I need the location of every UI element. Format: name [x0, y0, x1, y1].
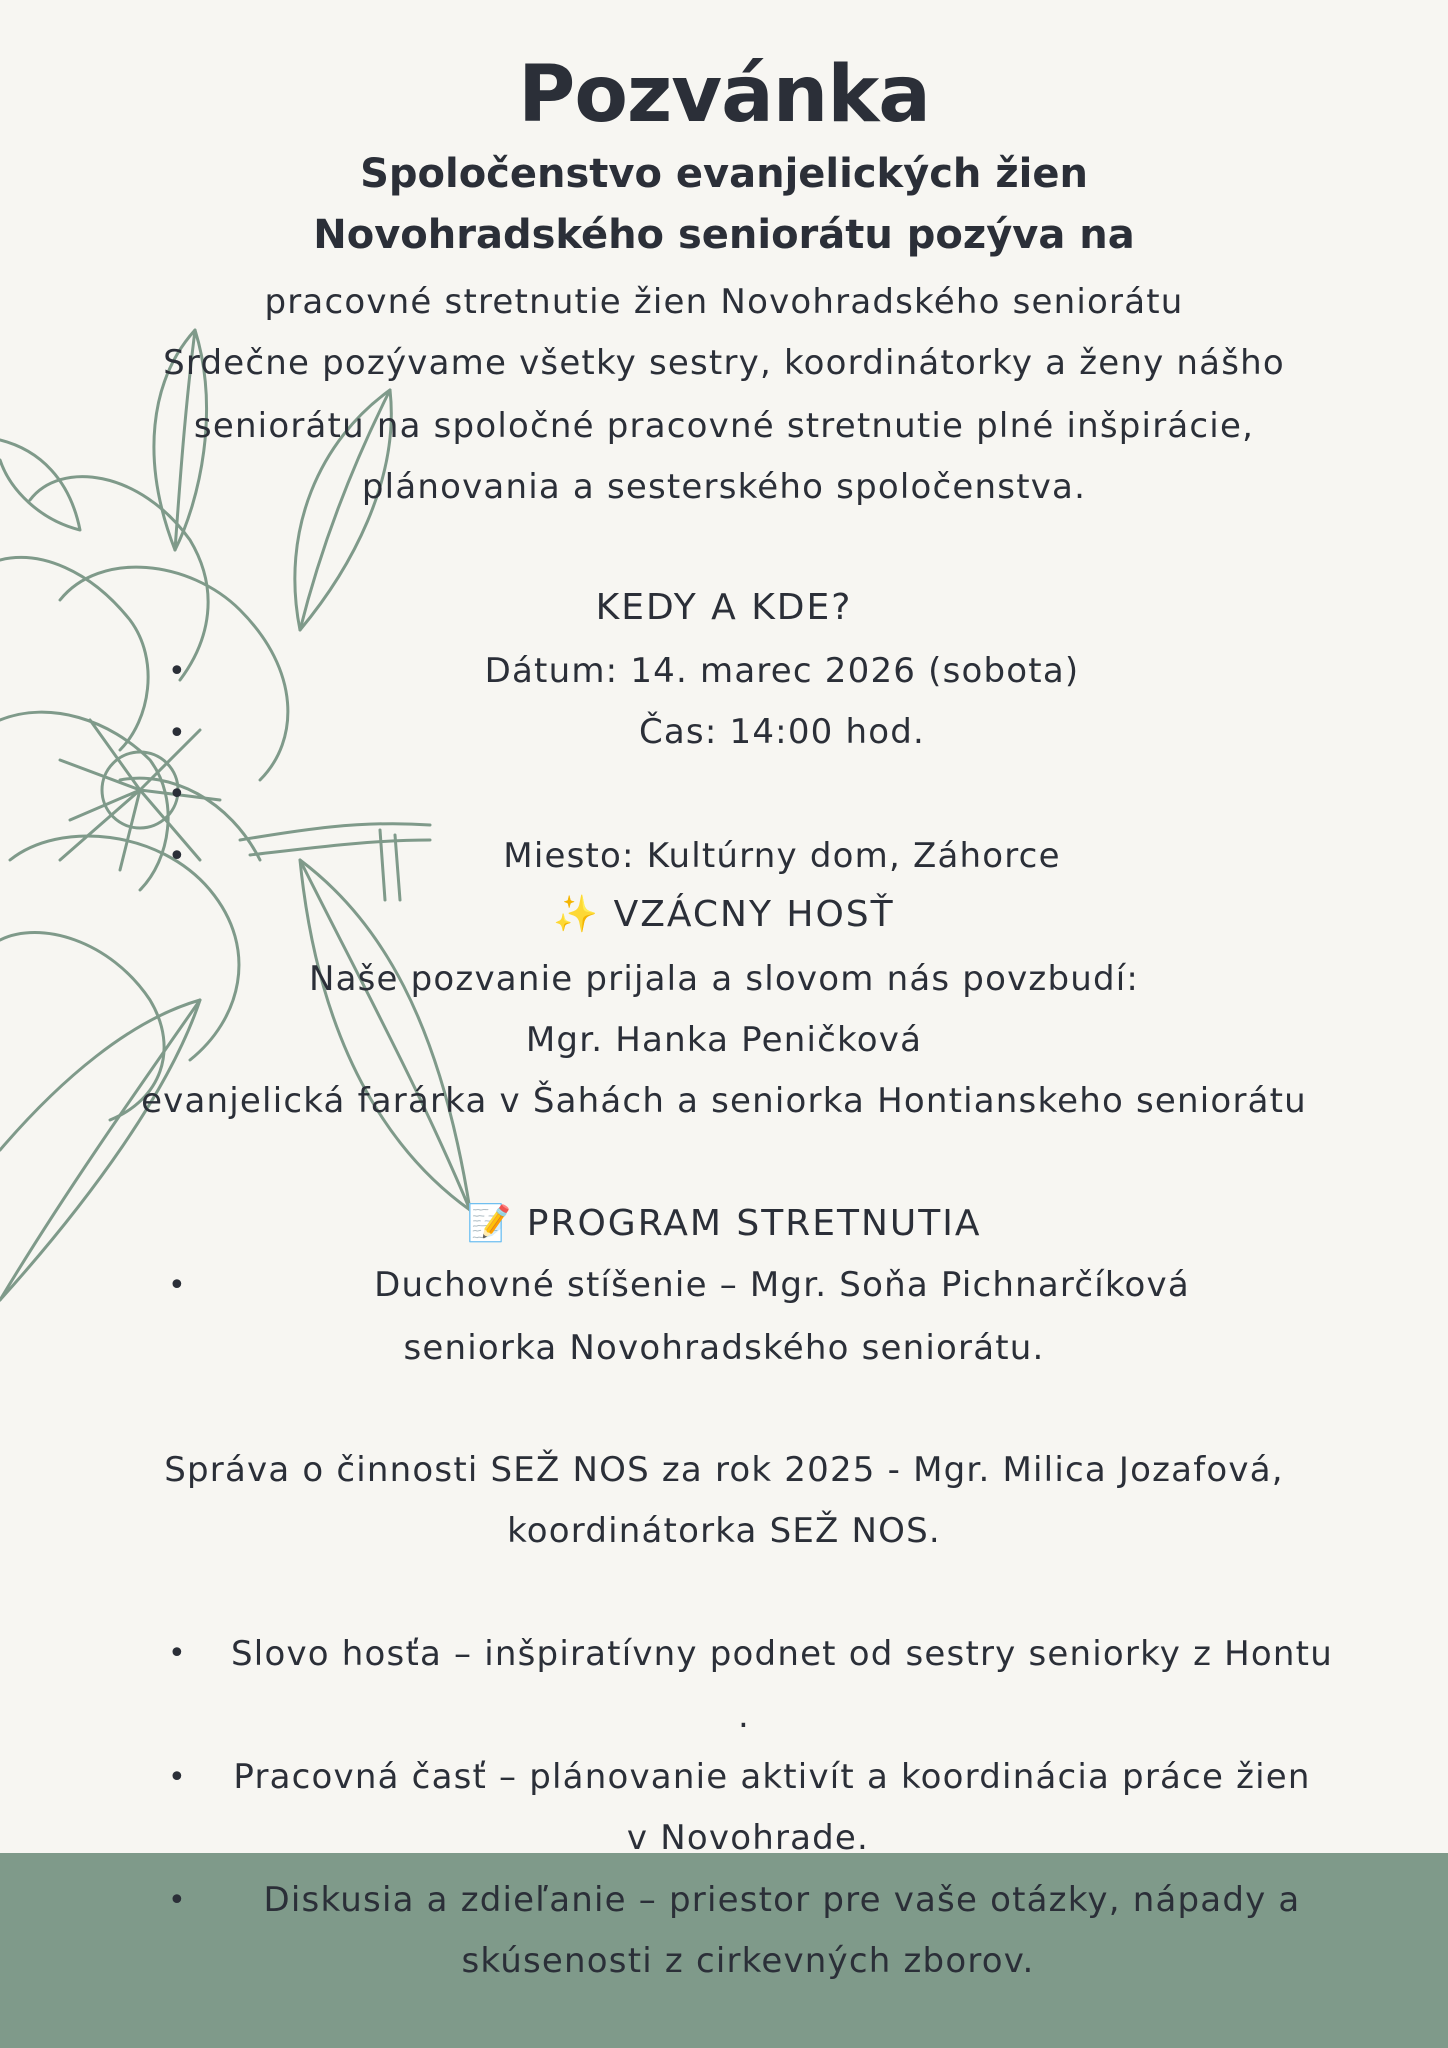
- guest-role: evanjelická farárka v Šahách a seniorka Hontianskeho seniorátu: [141, 1081, 1307, 1121]
- guest-name: Mgr. Hanka Peničková: [525, 1020, 923, 1060]
- program-item-4-line-2: v Novohrade.: [626, 1818, 870, 1858]
- bullet-marker: [168, 664, 184, 680]
- event-place: Miesto: Kultúrny dom, Záhorce: [503, 836, 1061, 876]
- program-item-4-line-1: Pracovná časť – plánovanie aktivít a koordinácia práce žien: [233, 1757, 1311, 1797]
- program-item-5-line-1: Diskusia a zdieľanie – priestor pre vaše otázky, nápady a: [263, 1880, 1301, 1920]
- page-title: Pozvánka: [518, 50, 930, 140]
- guest-intro: Naše pozvanie prijala a slovom nás povzbudí:: [308, 959, 1140, 999]
- program-heading: 📝 PROGRAM STRETNUTIA: [466, 1203, 982, 1244]
- bullet-marker: [168, 787, 184, 803]
- when-where-heading: KEDY A KDE?: [595, 587, 853, 628]
- program-report-line-2: koordinátorka SEŽ NOS.: [507, 1511, 941, 1551]
- event-time: Čas: 14:00 hod.: [638, 712, 926, 752]
- magnolia-flower-illustration: [0, 300, 500, 1320]
- program-item-3-line-2: .: [737, 1696, 750, 1736]
- bullet-marker: [168, 726, 184, 742]
- program-item-5-line-2: skúsenosti z cirkevných zborov.: [461, 1941, 1035, 1981]
- intro-line-1: pracovné stretnutie žien Novohradského seniorátu: [264, 282, 1184, 322]
- bullet-marker: [168, 849, 184, 865]
- guest-heading: ✨ VZÁCNY HOSŤ: [553, 894, 895, 935]
- program-item-1-line-2: seniorka Novohradského seniorátu.: [403, 1328, 1045, 1368]
- program-item-3-line-1: Slovo hosťa – inšpiratívny podnet od sestry seniorky z Hontu: [231, 1634, 1333, 1674]
- subtitle-line-2: Novohradského seniorátu pozýva na: [313, 212, 1135, 258]
- program-report-line-1: Správa o činnosti SEŽ NOS za rok 2025 - Mgr. Milica Jozafová,: [164, 1450, 1284, 1490]
- intro-line-4: plánovania a sesterského spoločenstva.: [361, 467, 1087, 507]
- intro-line-3: seniorátu na spoločné pracovné stretnutie plné inšpirácie,: [193, 406, 1255, 446]
- program-item-1-line-1: Duchovné stíšenie – Mgr. Soňa Pichnarčíková: [374, 1265, 1190, 1305]
- subtitle-line-1: Spoločenstvo evanjelických žien: [360, 151, 1088, 197]
- intro-line-2: Srdečne pozývame všetky sestry, koordinátorky a ženy nášho: [163, 343, 1285, 383]
- event-date: Dátum: 14. marec 2026 (sobota): [484, 651, 1080, 691]
